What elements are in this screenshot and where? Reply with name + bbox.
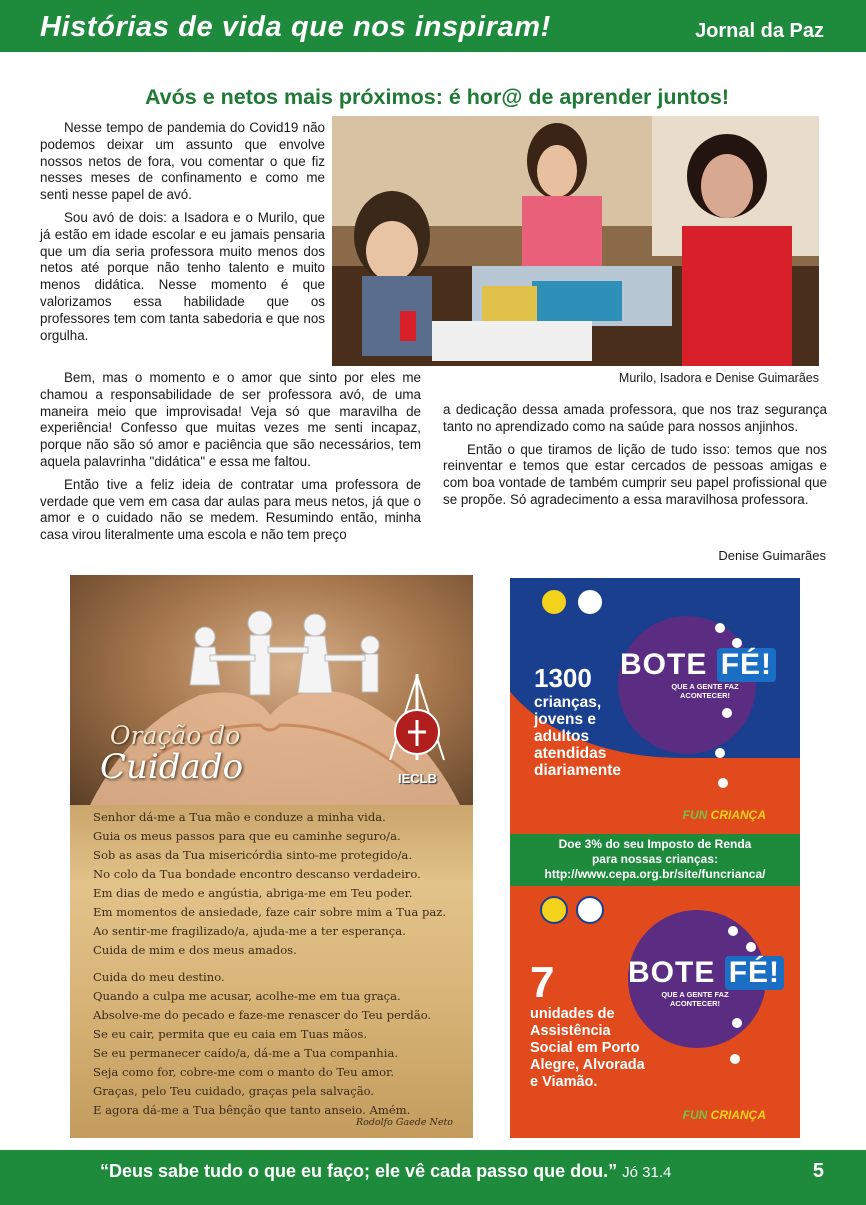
donate-line: para nossas crianças: (591, 852, 719, 866)
page-header (0, 0, 866, 52)
prayer-line: Seja como for, cobre-me com o manto do Teu amor. (93, 1065, 395, 1079)
page-number: 5 (812, 1160, 824, 1182)
donate-line: Doe 3% do seu Imposto de Renda (558, 837, 752, 851)
cepa-ad-1 (510, 578, 800, 834)
cepa-logo-icon (576, 588, 604, 616)
prayer-card (70, 575, 473, 1138)
publication-name: Jornal da Paz (695, 20, 824, 42)
ad-slogan: QUE A GENTE FAZ ACONTECER! (661, 990, 729, 1008)
ad-badges (540, 588, 604, 616)
ad-text-line: Alegre, Alvorada (530, 1057, 645, 1073)
ad-slogan: QUE A GENTE FAZ ACONTECER! (671, 682, 739, 700)
ieclb-logo-icon (370, 670, 465, 765)
article-title: Avós e netos mais próximos: é hor@ de aprender juntos! (144, 85, 730, 109)
prayer-line: Graças, pelo Teu cuidado, graças pela salvação. (93, 1084, 375, 1098)
crianca-text: CRIANÇA (710, 808, 766, 822)
cepa-logo-icon (576, 896, 604, 924)
ad-text-line: adultos (534, 728, 590, 745)
prayer-line: Em dias de medo e angústia, abriga-me em Teu poder. (93, 886, 413, 900)
ad-text-line: unidades de (530, 1006, 615, 1022)
article-column-right (443, 402, 827, 515)
ad-text-line: e Viamão. (530, 1074, 598, 1090)
quote-text: “Deus sabe tudo o que eu faço; ele vê cada passo que dou.” (100, 1161, 618, 1181)
fe-text: FÉ! (725, 956, 784, 990)
ad-text-line: Assistência (530, 1023, 611, 1039)
quote-reference: Jó 31.4 (622, 1164, 672, 1181)
article-paragraph: Então o que tiramos de lição de tudo isso: temos que nos reinventar e temos que estar cercados de pessoas amigas e com boa vontade de também cumprir seu papel profissional que se propõe. Só agradecimento a essa maravilhosa professora. (443, 441, 827, 507)
bote-fe-logo (620, 648, 776, 682)
prayer-title-line1: Oração do (110, 721, 241, 750)
funcrianca-logo (683, 1108, 766, 1122)
article-paragraph: Sou avó de dois: a Isadora e o Murilo, que já estão em idade escolar e eu jamais pensaria que um dia seria professora muito menos dos netos até porque não tenho talento e muito menos didática. Nesse momento é que valorizamos essa habilidade que os professores tem com tanta sabedoria e que nos orgulha. (40, 209, 325, 343)
heart-icon (732, 638, 742, 648)
ad-badges (540, 896, 604, 924)
prayer-line: Absolve-me do pecado e faze-me renascer do Teu perdão. (93, 1008, 432, 1022)
ad-description (530, 1006, 645, 1091)
prayer-line: Guia os meus passos para que eu caminhe seguro/a. (93, 829, 401, 843)
cepa-seal-icon (540, 588, 568, 616)
heart-icon (715, 748, 725, 758)
heart-icon (718, 778, 728, 788)
ad-text-line: jovens e (534, 711, 597, 728)
article-paragraph: Bem, mas o momento e o amor que sinto por eles me chamou a responsabilidade de ser professora avó, de uma maneira meio que improvisada! Veja só que maravilha de experiência! Confesso que muitas vezes me senti incapaz, porque não são só amor e paciência que são necessários, tem aquela palavrinha "didática" e essa me faltou. (40, 370, 421, 469)
funcrianca-logo (683, 808, 766, 822)
article-column-left-bottom (40, 370, 421, 550)
ad-number: 7 (530, 958, 555, 1007)
fun-text: FUN (682, 808, 708, 822)
bote-fe-logo (628, 956, 784, 990)
article-column-left-top (40, 120, 325, 350)
prayer-text (93, 808, 468, 1120)
article-paragraph: a dedicação dessa amada professora, que nos traz segurança tanto no aprendizado como na saúde para nossos anjinhos. (443, 402, 827, 434)
prayer-credit: Rodolfo Gaede Neto (355, 1117, 453, 1128)
heart-icon (715, 623, 725, 633)
ad-text-line: diariamente (534, 762, 622, 779)
prayer-line: Ao sentir-me fragilizado/a, ajuda-me a ter esperança. (93, 924, 406, 938)
footer-quote (100, 1161, 671, 1182)
prayer-line: No colo da Tua bondade encontro descanso verdadeiro. (93, 867, 421, 881)
heart-icon (732, 1018, 742, 1028)
fe-text: FÉ! (717, 648, 776, 682)
prayer-line: Senhor dá-me a Tua mão e conduze a minha vida. (93, 810, 386, 824)
article-paragraph: Nesse tempo de pandemia do Covid19 não podemos deixar um assunto que envolve nossos netos de fora, vou comentar o que fiz nesses meses de confinamento e como me senti nesse papel de avó. (40, 120, 325, 203)
article-photo (332, 116, 819, 366)
bote-text: BOTE (620, 648, 708, 681)
prayer-title-line2: Cuidado (100, 747, 244, 787)
heart-icon (730, 1054, 740, 1064)
donation-banner (510, 834, 800, 886)
ad-number: 1300 (534, 663, 592, 693)
donate-url-link[interactable]: http://www.cepa.org.br/site/funcrianca/ (544, 867, 766, 881)
heart-icon (728, 926, 738, 936)
prayer-line: Quando a culpa me acusar, acolhe-me em tua graça. (93, 989, 401, 1003)
prayer-line: Cuida do meu destino. (93, 970, 225, 984)
ieclb-label: IECLB (398, 771, 437, 786)
crianca-text: CRIANÇA (710, 1108, 766, 1122)
prayer-line: Se eu cair, permita que eu caia em Tuas mãos. (93, 1027, 368, 1041)
fun-text: FUN (682, 1108, 708, 1122)
prayer-line: E agora dá-me a Tua bênção que tanto anseio. Amém. (93, 1103, 411, 1117)
ad-text-line: Social em Porto (530, 1040, 640, 1056)
article-author: Denise Guimarães (718, 548, 826, 563)
bote-text: BOTE (628, 956, 716, 989)
heart-icon (722, 708, 732, 718)
cepa-ad-2 (510, 886, 800, 1138)
page-footer (0, 1150, 866, 1205)
ad-text-line: atendidas (534, 745, 607, 762)
section-title: Histórias de vida que nos inspiram! (40, 11, 551, 43)
heart-icon (746, 942, 756, 952)
photo-caption: Murilo, Isadora e Denise Guimarães (618, 371, 819, 385)
prayer-line: Se eu permanecer caído/a, dá-me a Tua companhia. (93, 1046, 399, 1060)
family-photo-illustration (332, 116, 819, 366)
cepa-seal-icon (540, 896, 568, 924)
prayer-line: Em momentos de ansiedade, faze cair sobre mim a Tua paz. (93, 905, 447, 919)
prayer-line: Sob as asas da Tua misericórdia sinto-me protegido/a. (93, 848, 413, 862)
article-paragraph: Então tive a feliz ideia de contratar uma professora de verdade que vem em casa dar aulas para meus netos, já que o amor e o cuidado não se medem. Resumindo então, minha casa virou literalmente uma escola e não tem preço (40, 476, 421, 543)
prayer-line: Cuida de mim e dos meus amados. (93, 943, 297, 957)
ad-description (534, 694, 621, 779)
ad-text-line: crianças, (534, 694, 602, 711)
